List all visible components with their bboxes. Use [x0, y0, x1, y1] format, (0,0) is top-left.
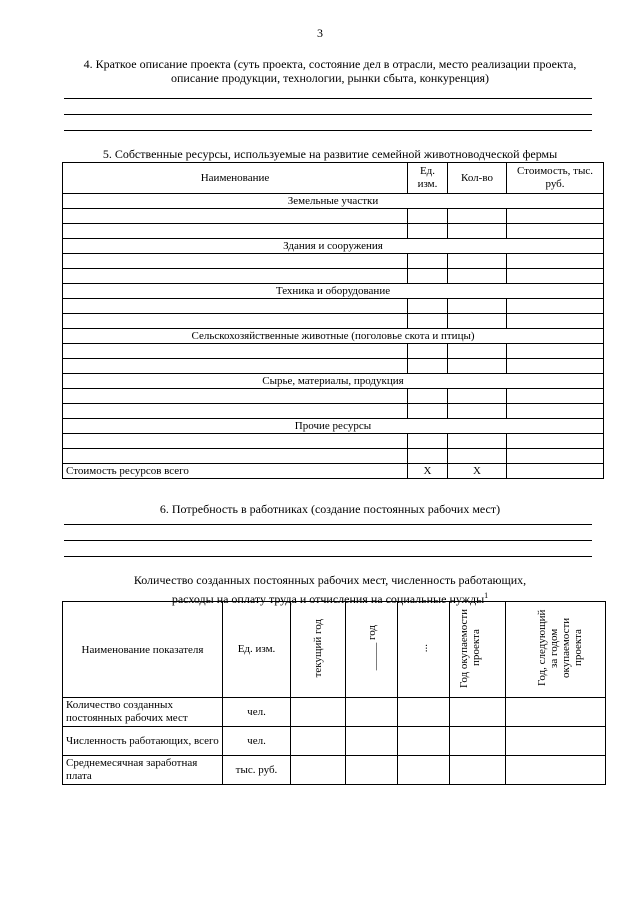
- table-row: [63, 224, 604, 239]
- group-land: Земельные участки: [63, 194, 604, 209]
- table-row: [63, 756, 606, 785]
- header-qty: Кол-во: [448, 163, 507, 194]
- header-unit: Ед. изм.: [408, 163, 448, 194]
- group-other: Прочие ресурсы: [63, 419, 604, 434]
- total-qty-x: X: [448, 464, 507, 479]
- header-after-payback: Год, следующий за годом окупаемости проекта: [506, 602, 606, 698]
- table-row: [63, 389, 604, 404]
- fill-line: [64, 540, 592, 541]
- table-row: [63, 449, 604, 464]
- row-label: Количество созданных постоянных рабочих мест: [63, 698, 223, 727]
- footnote-mark: 1: [484, 591, 489, 600]
- fill-line: [64, 556, 592, 557]
- header-name: Наименование: [63, 163, 408, 194]
- workers-table-title-line1: Количество созданных постоянных рабочих мест, численность работающих,: [133, 573, 527, 587]
- table-row: [63, 254, 604, 269]
- group-buildings: Здания и сооружения: [63, 239, 604, 254]
- table-row: [63, 269, 604, 284]
- table-row: [63, 698, 606, 727]
- row-label: Среднемесячная заработная плата: [63, 756, 223, 785]
- total-unit-x: X: [408, 464, 448, 479]
- fill-line: [64, 114, 592, 115]
- page-number: 3: [317, 26, 323, 40]
- row-label: Численность работающих, всего: [63, 727, 223, 756]
- table-row: [63, 727, 606, 756]
- table-header-row: [63, 602, 606, 698]
- workers-table-title-line2: расходы на оплату труда и отчисления на социальные нужды: [171, 592, 485, 606]
- fill-line: [64, 130, 592, 131]
- row-unit: чел.: [223, 727, 291, 756]
- fill-line: [64, 524, 592, 525]
- header-year: _____ год: [346, 602, 398, 698]
- table-row: [63, 344, 604, 359]
- total-label: Стоимость ресурсов всего: [63, 464, 408, 479]
- row-unit: тыс. руб.: [223, 756, 291, 785]
- table-row: [63, 299, 604, 314]
- workers-table: [62, 601, 606, 785]
- table-header-row: [63, 163, 604, 194]
- table-row: [63, 314, 604, 329]
- header-current-year: текущий год: [291, 602, 346, 698]
- header-ellipsis: ...: [398, 602, 450, 698]
- header-payback-year: Год окупаемости проекта: [450, 602, 506, 698]
- own-resources-table: [62, 162, 604, 479]
- section4-title: 4. Краткое описание проекта (суть проекта, состояние дел в отрасли, место реализации проекта, описание продукции, технологии, рынки сбыта, конкуренция): [83, 57, 577, 85]
- section5-title: 5. Собственные ресурсы, используемые на развитие семейной животноводческой фермы: [102, 147, 558, 161]
- total-row: [63, 464, 604, 479]
- fill-line: [64, 98, 592, 99]
- table-row: [63, 359, 604, 374]
- table-row: [63, 209, 604, 224]
- section6-title: 6. Потребность в работниках (создание постоянных рабочих мест): [159, 502, 501, 516]
- group-animals: Сельскохозяйственные животные (поголовье скота и птицы): [63, 329, 604, 344]
- header-unit: Ед. изм.: [223, 602, 291, 698]
- table-row: [63, 434, 604, 449]
- group-equipment: Техника и оборудование: [63, 284, 604, 299]
- group-materials: Сырье, материалы, продукция: [63, 374, 604, 389]
- row-unit: чел.: [223, 698, 291, 727]
- header-indicator: Наименование показателя: [63, 602, 223, 698]
- table-row: [63, 404, 604, 419]
- header-cost: Стоимость, тыс. руб.: [507, 163, 604, 194]
